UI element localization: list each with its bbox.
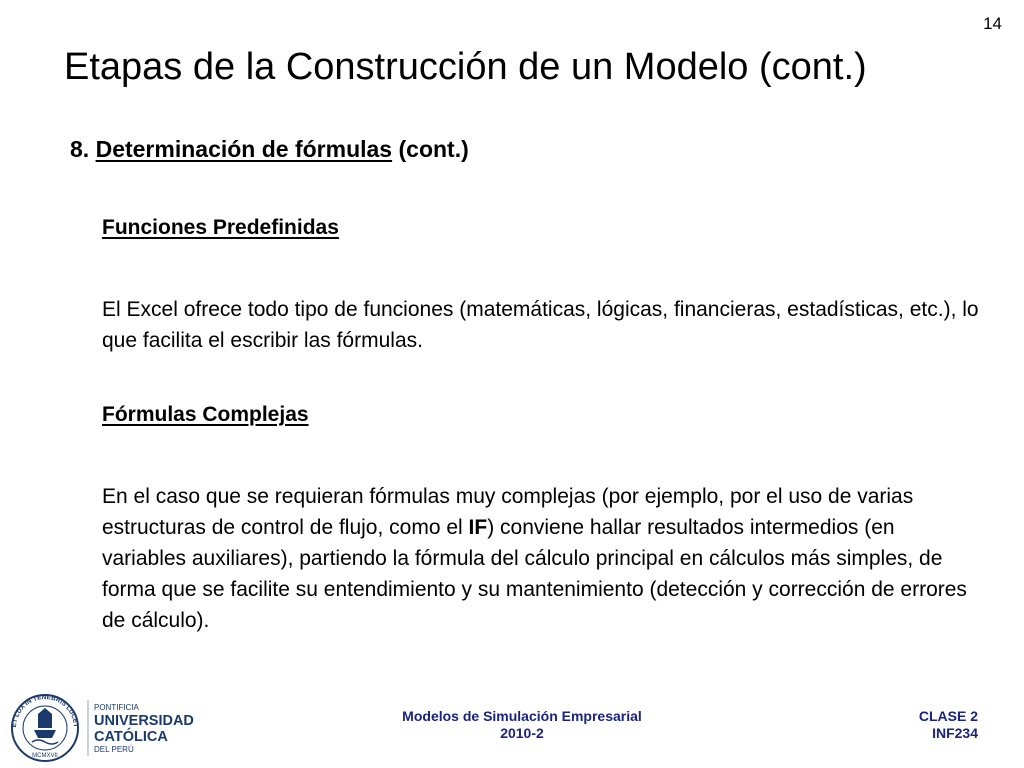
page-number: 14 — [983, 14, 1002, 33]
logo-line-1: PONTIFICIA — [94, 703, 139, 712]
footer-course-info — [332, 708, 712, 742]
slide-title: Etapas de la Construcción de un Modelo (cont.) — [64, 46, 867, 88]
logo-line-2: UNIVERSIDAD — [94, 713, 194, 729]
course-code: INF234 — [932, 725, 978, 741]
subheading-funciones-predefinidas: Funciones Predefinidas — [102, 216, 339, 239]
footer-class-info — [919, 708, 978, 742]
logo-line-3: CATÓLICA — [94, 729, 168, 745]
paragraph-formulas-complejas — [102, 481, 982, 636]
paragraph-funciones-predefinidas: El Excel ofrece todo tipo de funciones (matemáticas, lógicas, financieras, estadísticas, etc.), lo que facilita el escribir las fórmulas. — [102, 298, 979, 352]
course-name: Modelos de Simulación Empresarial — [402, 708, 642, 724]
section-title: Determinación de fórmulas — [95, 136, 393, 162]
paragraph-text-before: En el caso que se requieran fórmulas muy complejas (por ejemplo, por el uso de varias estructuras de control de flujo, como el — [102, 485, 914, 539]
slide-footer — [0, 680, 1024, 768]
logo-seal-year: MCMXVII — [32, 753, 58, 759]
section-number: 8. — [70, 136, 90, 162]
course-term: 2010-2 — [500, 725, 544, 741]
university-logo — [8, 688, 203, 762]
section-heading — [70, 136, 469, 163]
subheading-formulas-complejas: Fórmulas Complejas — [102, 403, 309, 426]
section-suffix: (cont.) — [398, 136, 469, 162]
keyword-if: IF — [468, 516, 488, 539]
paragraph-text-after: ) conviene hallar resultados intermedios (en variables auxiliares), partiendo la fórmula del cálculo principal en cálculos más simples, de forma que se facilite su entendimiento y su mantenimiento (detección y corrección de errores de cálculo). — [102, 516, 967, 632]
logo-seal-text: ET LUX IN TENEBRIS LUCET — [10, 693, 80, 728]
class-label: CLASE 2 — [918, 708, 978, 724]
logo-line-4: DEL PERÚ — [94, 745, 134, 754]
